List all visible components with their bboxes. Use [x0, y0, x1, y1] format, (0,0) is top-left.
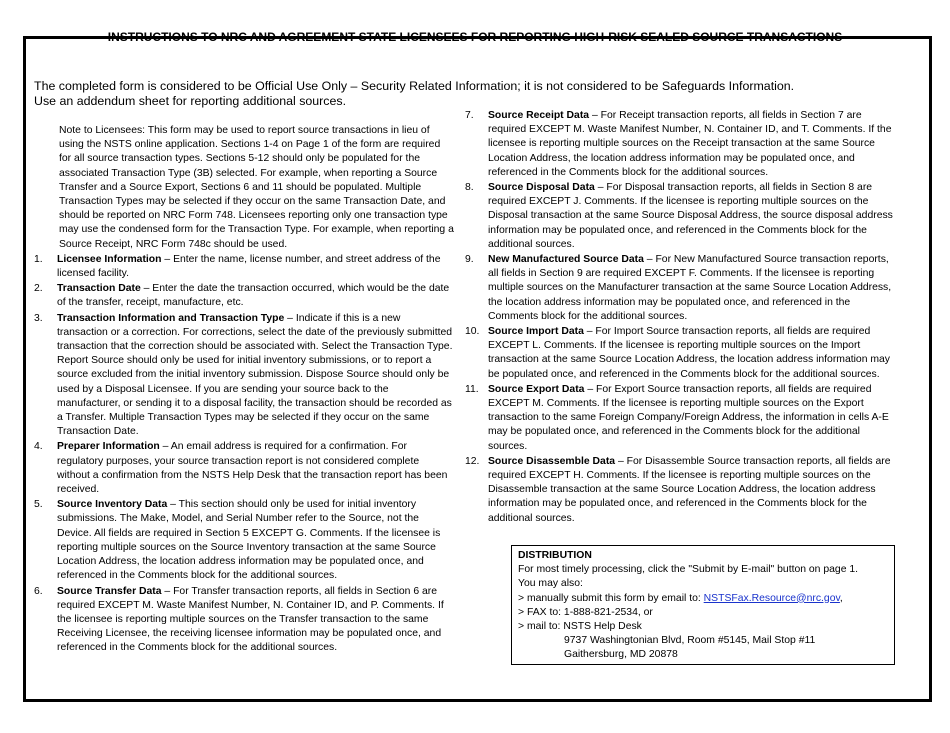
page-title: INSTRUCTIONS TO NRC AND AGREEMENT STATE LICENSEES FOR REPORTING HIGH-RISK SEALED SOURCE TRANSACTIONS: [107, 30, 843, 44]
instruction-item-2: 2. Transaction Date – Enter the date the transaction occurred, which would be the date of the transfer, receipt, manufacture, etc.: [34, 283, 450, 309]
email-link[interactable]: NSTSFax.Resource@nrc.gov: [703, 592, 840, 604]
instruction-item-5: 5. Source Inventory Data – This section should only be used for initial inventory submissions. The Make, Model, and Serial Number refer to the Source, not the Device. All fields are required in Section 5 EXCEPT G. Comments. If the licensee is reporting multiple sources on the Source Inventory transaction at the same Source Location Address, the location address information may be populated once, and referenced in the Comments block for the additional sources.: [34, 499, 441, 582]
instruction-term: Source Disposal Data: [488, 182, 595, 194]
left-column: [34, 124, 454, 657]
intro-line-2: Use an addendum sheet for reporting additional sources.: [34, 94, 347, 108]
instruction-item-10: 10. Source Import Data – For Import Source transaction reports, all fields are required EXCEPT L. Comments. If the licensee is reporting multiple sources on the Import transaction at the same Source Location Address, the location address information may be populated once, and referenced in the Comments block for the additional sources.: [465, 326, 890, 380]
instruction-term: Transaction Date: [57, 283, 141, 295]
distribution-heading: DISTRIBUTION: [518, 550, 592, 561]
instruction-item-4: 4. Preparer Information – An email address is required for a confirmation. For regulatory purposes, your source transaction report is not considered complete without a confirmation from the NSTS Help Desk that the transaction report has been received.: [34, 441, 448, 496]
instruction-item-12: 12. Source Disassemble Data – For Disassemble Source transaction reports, all fields are required EXCEPT H. Comments. If the licensee is reporting multiple sources on the Disassemble transaction at the same Source Location Address, the location address information may be populated once, and referenced in the Comments block for the additional sources.: [465, 455, 891, 524]
instruction-item-6: 6. Source Transfer Data – For Transfer transaction reports, all fields in Section 6 are required EXCEPT M. Waste Manifest Number, N. Container ID, and P. Comments. If the licensee is reporting multiple sources on the Transfer transaction to the same Receiving Licensee, the receiving licensee information may be populated once, and referenced in the Comments block for the additional sources.: [34, 585, 444, 654]
instruction-term: Source Inventory Data: [57, 499, 168, 511]
instruction-term: Source Receipt Data: [488, 110, 590, 121]
distribution-line-1: For most timely processing, click the "Submit by E-mail" button on page 1.: [518, 564, 859, 576]
instruction-term: Licensee Information: [57, 253, 162, 265]
distribution-fax-line: > FAX to: 1-888-821-2534, or: [518, 606, 653, 618]
distribution-email-line: > manually submit this form by email to: NSTSFax.Resource@nrc.gov,: [518, 592, 843, 604]
mail-address-line-2: Gaithersburg, MD 20878: [564, 649, 678, 661]
instruction-item-11: 11. Source Export Data – For Export Source transaction reports, all fields are required EXCEPT M. Comments. If the licensee is reporting multiple sources on the Export transaction to the same Foreign Company/Foreign Address, the information in cells A-E may be populated once, and referenced in the Comments block for the additional sources.: [465, 383, 889, 452]
instruction-term: New Manufactured Source Data: [488, 254, 644, 266]
instruction-term: Source Transfer Data: [57, 585, 162, 597]
intro-line-1: The completed form is considered to be Official Use Only – Security Related Information; it is not considered to be Safeguards Information.: [34, 79, 795, 93]
instruction-term: Preparer Information: [57, 441, 160, 453]
instruction-item-9: 9. New Manufactured Source Data – For New Manufactured Source transaction reports, all fields in Section 9 are required EXCEPT F. Comments. If the licensee is reporting multiple sources on the Manufacturer transaction at the same Source Location Address, the location address information may be populated once, and referenced in the Comments block for the additional sources.: [465, 254, 892, 322]
note-to-licensees: Note to Licensees: This form may be used to report source transactions in lieu of using the NSTS online application. Sections 1-4 on Page 1 of the form are required for all source transaction types. Sections 5-12 should only be populated for the associated Transaction Type (3B) selected. For example, when reporting a Source Transfer and a Source Export, Sections 6 and 11 should be populated. Multiple Transaction Types may be selected if they occur on the same Transaction Date, and should be reported on NRC Form 748. Licensees reporting only one transaction type may use the condensed form for the Transaction Type. For example, when reporting a Source Receipt, NRC Form 748c should be used.: [59, 125, 454, 250]
right-column: [465, 109, 893, 527]
distribution-box: [511, 545, 895, 665]
mail-address-line-1: 9737 Washingtonian Blvd, Room #5145, Mail Stop #11: [564, 635, 816, 647]
distribution-line-2: You may also:: [518, 578, 583, 590]
instruction-term: Source Disassemble Data: [488, 455, 616, 467]
distribution-mail-line: > mail to: NSTS Help Desk: [518, 621, 642, 633]
instruction-term: Transaction Information and Transaction Type: [57, 312, 285, 324]
intro-text: [34, 79, 874, 109]
instruction-item-8: 8. Source Disposal Data – For Disposal transaction reports, all fields in Section 8 are required EXCEPT J. Comments. If the licensee is reporting multiple sources on the Disposal transaction at the same Source Disposal Address, the source disposal address information may be populated once, and referenced in the Comments block for the additional sources.: [465, 182, 893, 250]
instruction-item-7: 7. Source Receipt Data – For Receipt transaction reports, all fields in Section 7 are required EXCEPT M. Waste Manifest Number, N. Container ID, and T. Comments. If the licensee is reporting multiple sources on the Receipt transaction at the same Source Location Address, the location address information may be populated once, and referenced in the Comments block for the additional sources.: [465, 110, 892, 178]
instruction-term: Source Export Data: [488, 383, 585, 395]
instruction-item-1: 1. Licensee Information – Enter the name, license number, and street address of the licensed facility.: [34, 253, 441, 280]
instruction-term: Source Import Data: [488, 326, 584, 338]
instruction-item-3: 3. Transaction Information and Transaction Type – Indicate if this is a new transaction or a correction. For corrections, select the date of the previously submitted transaction that the correction should be associated with. Select the Transaction Type. Report Source should only be used for initial inventory submissions, or to report a source excluded from the initial inventory submission. Dispose Source should only be used by a Disposal Licensee. If you are sending your source back to the manufacturer, or sending it to a disposal facility, the transaction should be recorded as a Transfer. Multiple Transaction Types may be selected if they occur on the same Transaction Date.: [34, 312, 453, 438]
